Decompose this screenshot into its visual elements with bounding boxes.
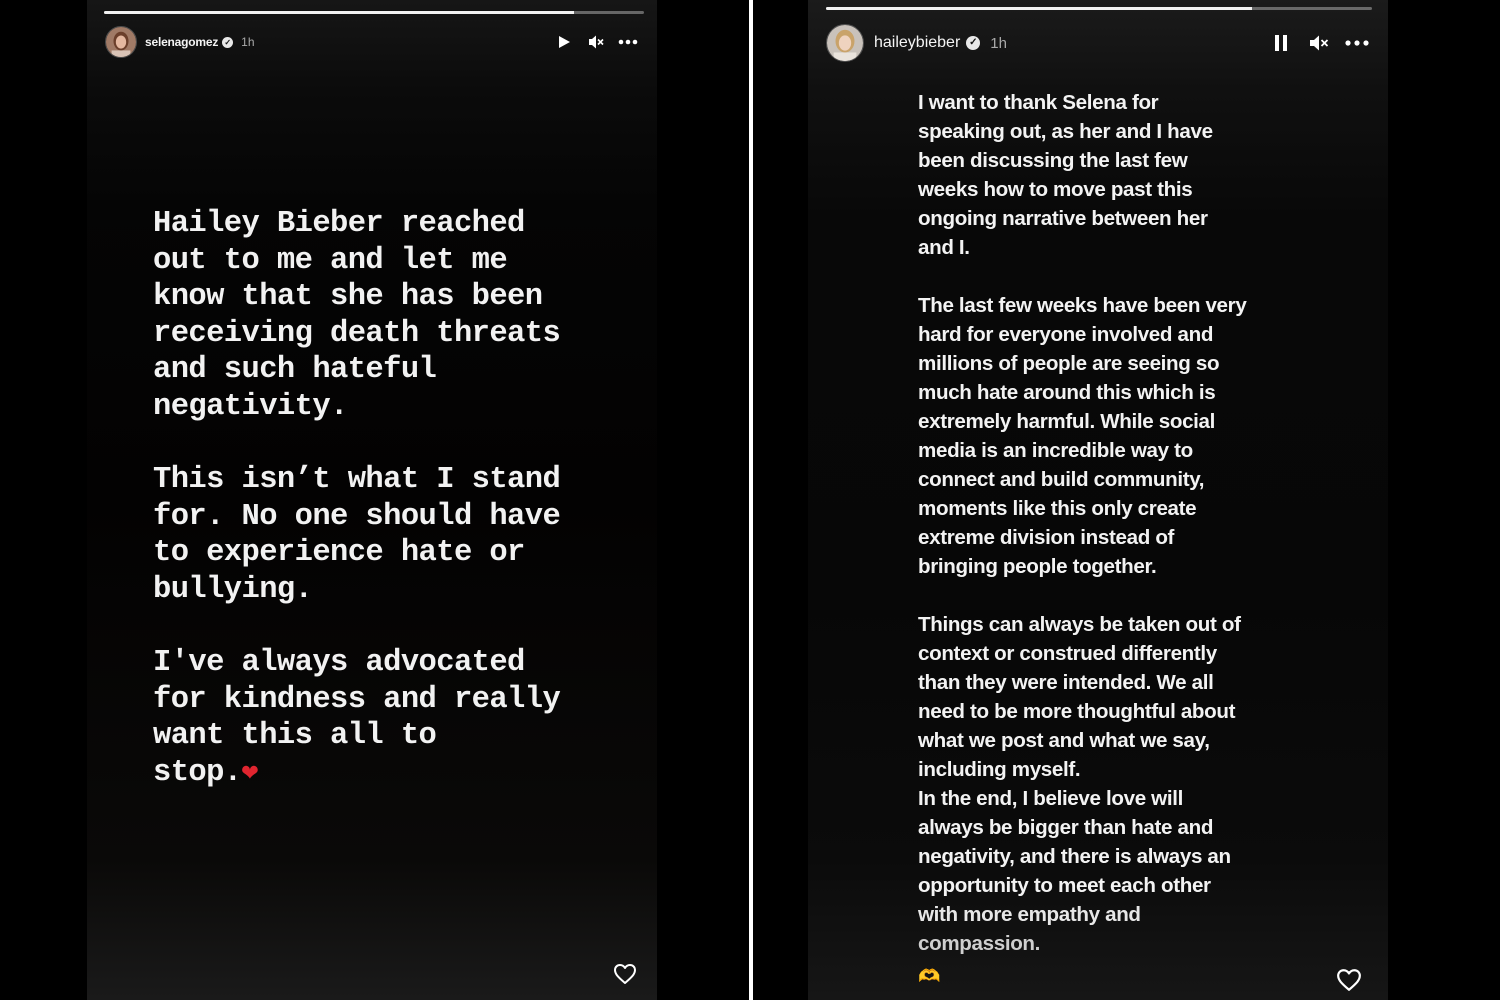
post-time: 1h: [241, 35, 255, 49]
story-text: [153, 206, 633, 829]
story-controls: [543, 31, 639, 53]
story-paragraph: Things can always be taken out of context or construed differently than they were intended. We all need to be more thoughtful about what we post and what we say, including myself.: [918, 613, 1241, 781]
story-paragraph: The last few weeks have been very hard for everyone involved and millions of people are seeing so much hate around this which is extremely harmful. While social media is an incredible way to connect and build community, moments like this only create extreme division instead of bringing people together.: [918, 294, 1247, 578]
image-divider: [749, 0, 753, 1000]
post-time: 1h: [990, 34, 1007, 52]
verified-badge-icon: ✓: [966, 36, 980, 50]
heart-outline-icon[interactable]: [613, 962, 637, 986]
play-icon[interactable]: [553, 31, 575, 53]
more-options-icon[interactable]: [1344, 30, 1370, 56]
story-paragraph: I want to thank Selena for speaking out, as her and I have been discussing the last few weeks how to move past this ongoing narrative between her and I.: [918, 91, 1213, 259]
story-paragraph: Hailey Bieber reached out to me and let me know that she has been receiving death threats and such hateful negativity.: [153, 207, 561, 424]
more-options-icon[interactable]: [617, 31, 639, 53]
story-controls: [1256, 30, 1370, 56]
story-viewer-left[interactable]: [87, 0, 657, 1000]
avatar-photo-icon: [827, 25, 863, 61]
avatar-photo-icon: [106, 27, 136, 57]
muted-speaker-icon[interactable]: [1306, 30, 1332, 56]
username[interactable]: haileybieber: [874, 34, 961, 51]
story-paragraph-text: I've always advocated for kindness and really want this all to stop.: [153, 646, 561, 790]
story-viewer-right[interactable]: [808, 0, 1388, 1000]
story-paragraph: In the end, I believe love will always be bigger than hate and negativity, and there is always an opportunity to meet each other: [918, 787, 1231, 897]
profile-avatar[interactable]: [826, 24, 864, 62]
story-paragraph: This isn’t what I stand for. No one should have to experience hate or bullying.: [153, 463, 561, 607]
verified-badge-icon: ✓: [222, 37, 233, 48]
heart-outline-icon[interactable]: [1336, 967, 1362, 993]
story-header: [87, 26, 657, 58]
story-paragraph: [153, 645, 633, 792]
story-progress-bar: [104, 11, 644, 14]
story-text: [918, 88, 1298, 991]
heart-emoji-icon: ❤: [241, 757, 258, 789]
muted-speaker-icon[interactable]: [585, 31, 607, 53]
pause-icon[interactable]: [1268, 30, 1294, 56]
username[interactable]: selenagomez: [145, 35, 219, 49]
story-header: [808, 24, 1388, 62]
story-progress-bar: [826, 7, 1372, 10]
story-progress-fill: [104, 11, 574, 14]
story-paragraph: with more empathy and: [918, 903, 1141, 926]
profile-avatar[interactable]: [105, 26, 137, 58]
heart-hands-emoji-icon: 🫶: [918, 966, 941, 986]
story-progress-fill: [826, 7, 1252, 10]
story-paragraph: compassion.: [918, 932, 1041, 955]
